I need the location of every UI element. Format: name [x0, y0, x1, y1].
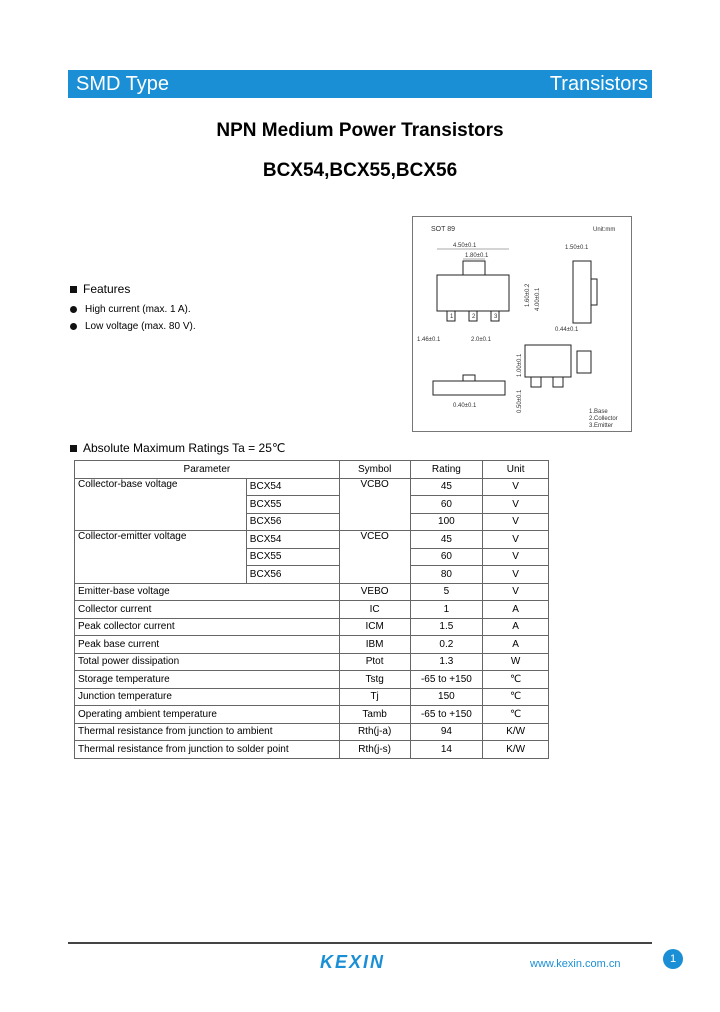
svg-text:2.Collector: 2.Collector — [589, 416, 618, 422]
table-row: BCX56 100 V — [75, 513, 549, 531]
website-link[interactable]: www.kexin.com.cn — [530, 958, 621, 970]
svg-text:1: 1 — [450, 314, 454, 320]
svg-text:2.0±0.1: 2.0±0.1 — [471, 337, 491, 343]
svg-text:4.00±0.1: 4.00±0.1 — [535, 287, 541, 311]
front-view — [433, 381, 505, 395]
table-row: Junction temperature Tj 150 ℃ — [75, 688, 549, 706]
table-row: Storage temperature Tstg -65 to +150 ℃ — [75, 671, 549, 689]
dot-bullet-icon — [70, 306, 77, 313]
ratings-table — [74, 460, 549, 759]
package-tab — [463, 261, 485, 275]
table-row: BCX55 60 V — [75, 548, 549, 566]
ratings-heading: Absolute Maximum Ratings Ta = 25℃ — [70, 441, 285, 455]
table-row: Peak collector current ICM 1.5 A — [75, 618, 549, 636]
table-row: Collector current IC 1 A — [75, 601, 549, 619]
table-row: Peak base current IBM 0.2 A — [75, 636, 549, 654]
svg-text:1.46±0.1: 1.46±0.1 — [417, 337, 441, 343]
table-row: Collector-base voltage BCX54 VCBO 45 V — [75, 478, 549, 496]
features-heading: Features — [70, 282, 130, 296]
table-row: Thermal resistance from junction to ambient Rth(j-a) 94 K/W — [75, 723, 549, 741]
svg-text:0.44±0.1: 0.44±0.1 — [555, 327, 579, 333]
header-right: Transistors — [549, 72, 648, 95]
table-row: Thermal resistance from junction to solder point Rth(j-s) 14 K/W — [75, 741, 549, 759]
table-row: BCX56 80 V — [75, 566, 549, 584]
package-name: SOT 89 — [431, 226, 455, 233]
svg-text:3.Emitter: 3.Emitter — [589, 423, 614, 429]
package-unit: Unit:mm — [593, 227, 616, 233]
svg-text:3: 3 — [494, 314, 498, 320]
svg-text:4.50±0.1: 4.50±0.1 — [453, 243, 477, 249]
svg-text:1.80±0.1: 1.80±0.1 — [465, 253, 489, 259]
part-numbers: BCX54,BCX55,BCX56 — [262, 160, 458, 181]
feature-item: High current (max. 1 A). — [70, 304, 191, 315]
table-row: Operating ambient temperature Tamb -65 to +150 ℃ — [75, 706, 549, 724]
dot-bullet-icon — [70, 323, 77, 330]
package-drawing — [412, 216, 632, 432]
page-title: NPN Medium Power Transistors — [216, 120, 504, 141]
footprint — [525, 345, 571, 377]
page-number: 1 — [663, 949, 683, 969]
table-row: Emitter-base voltage VEBO 5 V — [75, 583, 549, 601]
svg-text:1.60±0.2: 1.60±0.2 — [525, 283, 531, 307]
footer-divider — [68, 942, 652, 944]
table-row: BCX55 60 V — [75, 496, 549, 514]
square-bullet-icon — [70, 286, 77, 293]
svg-text:0.50±0.1: 0.50±0.1 — [517, 389, 523, 413]
header-banner — [68, 70, 652, 98]
table-row: Collector-emitter voltage BCX54 VCEO 45 V — [75, 531, 549, 549]
table-row: Total power dissipation Ptot 1.3 W — [75, 653, 549, 671]
feature-item: Low voltage (max. 80 V). — [70, 321, 196, 332]
svg-text:1.Base: 1.Base — [589, 409, 608, 415]
side-view — [573, 261, 591, 323]
kexin-logo: KEXIN — [320, 952, 386, 972]
header-left: SMD Type — [76, 72, 169, 95]
svg-text:1.50±0.1: 1.50±0.1 — [565, 245, 589, 251]
package-body — [437, 275, 509, 311]
table-header-row: Parameter Symbol Rating Unit — [75, 461, 549, 479]
square-bullet-icon — [70, 445, 77, 452]
svg-text:2: 2 — [472, 314, 476, 320]
svg-text:1.00±0.1: 1.00±0.1 — [517, 353, 523, 377]
svg-text:0.40±0.1: 0.40±0.1 — [453, 403, 477, 409]
